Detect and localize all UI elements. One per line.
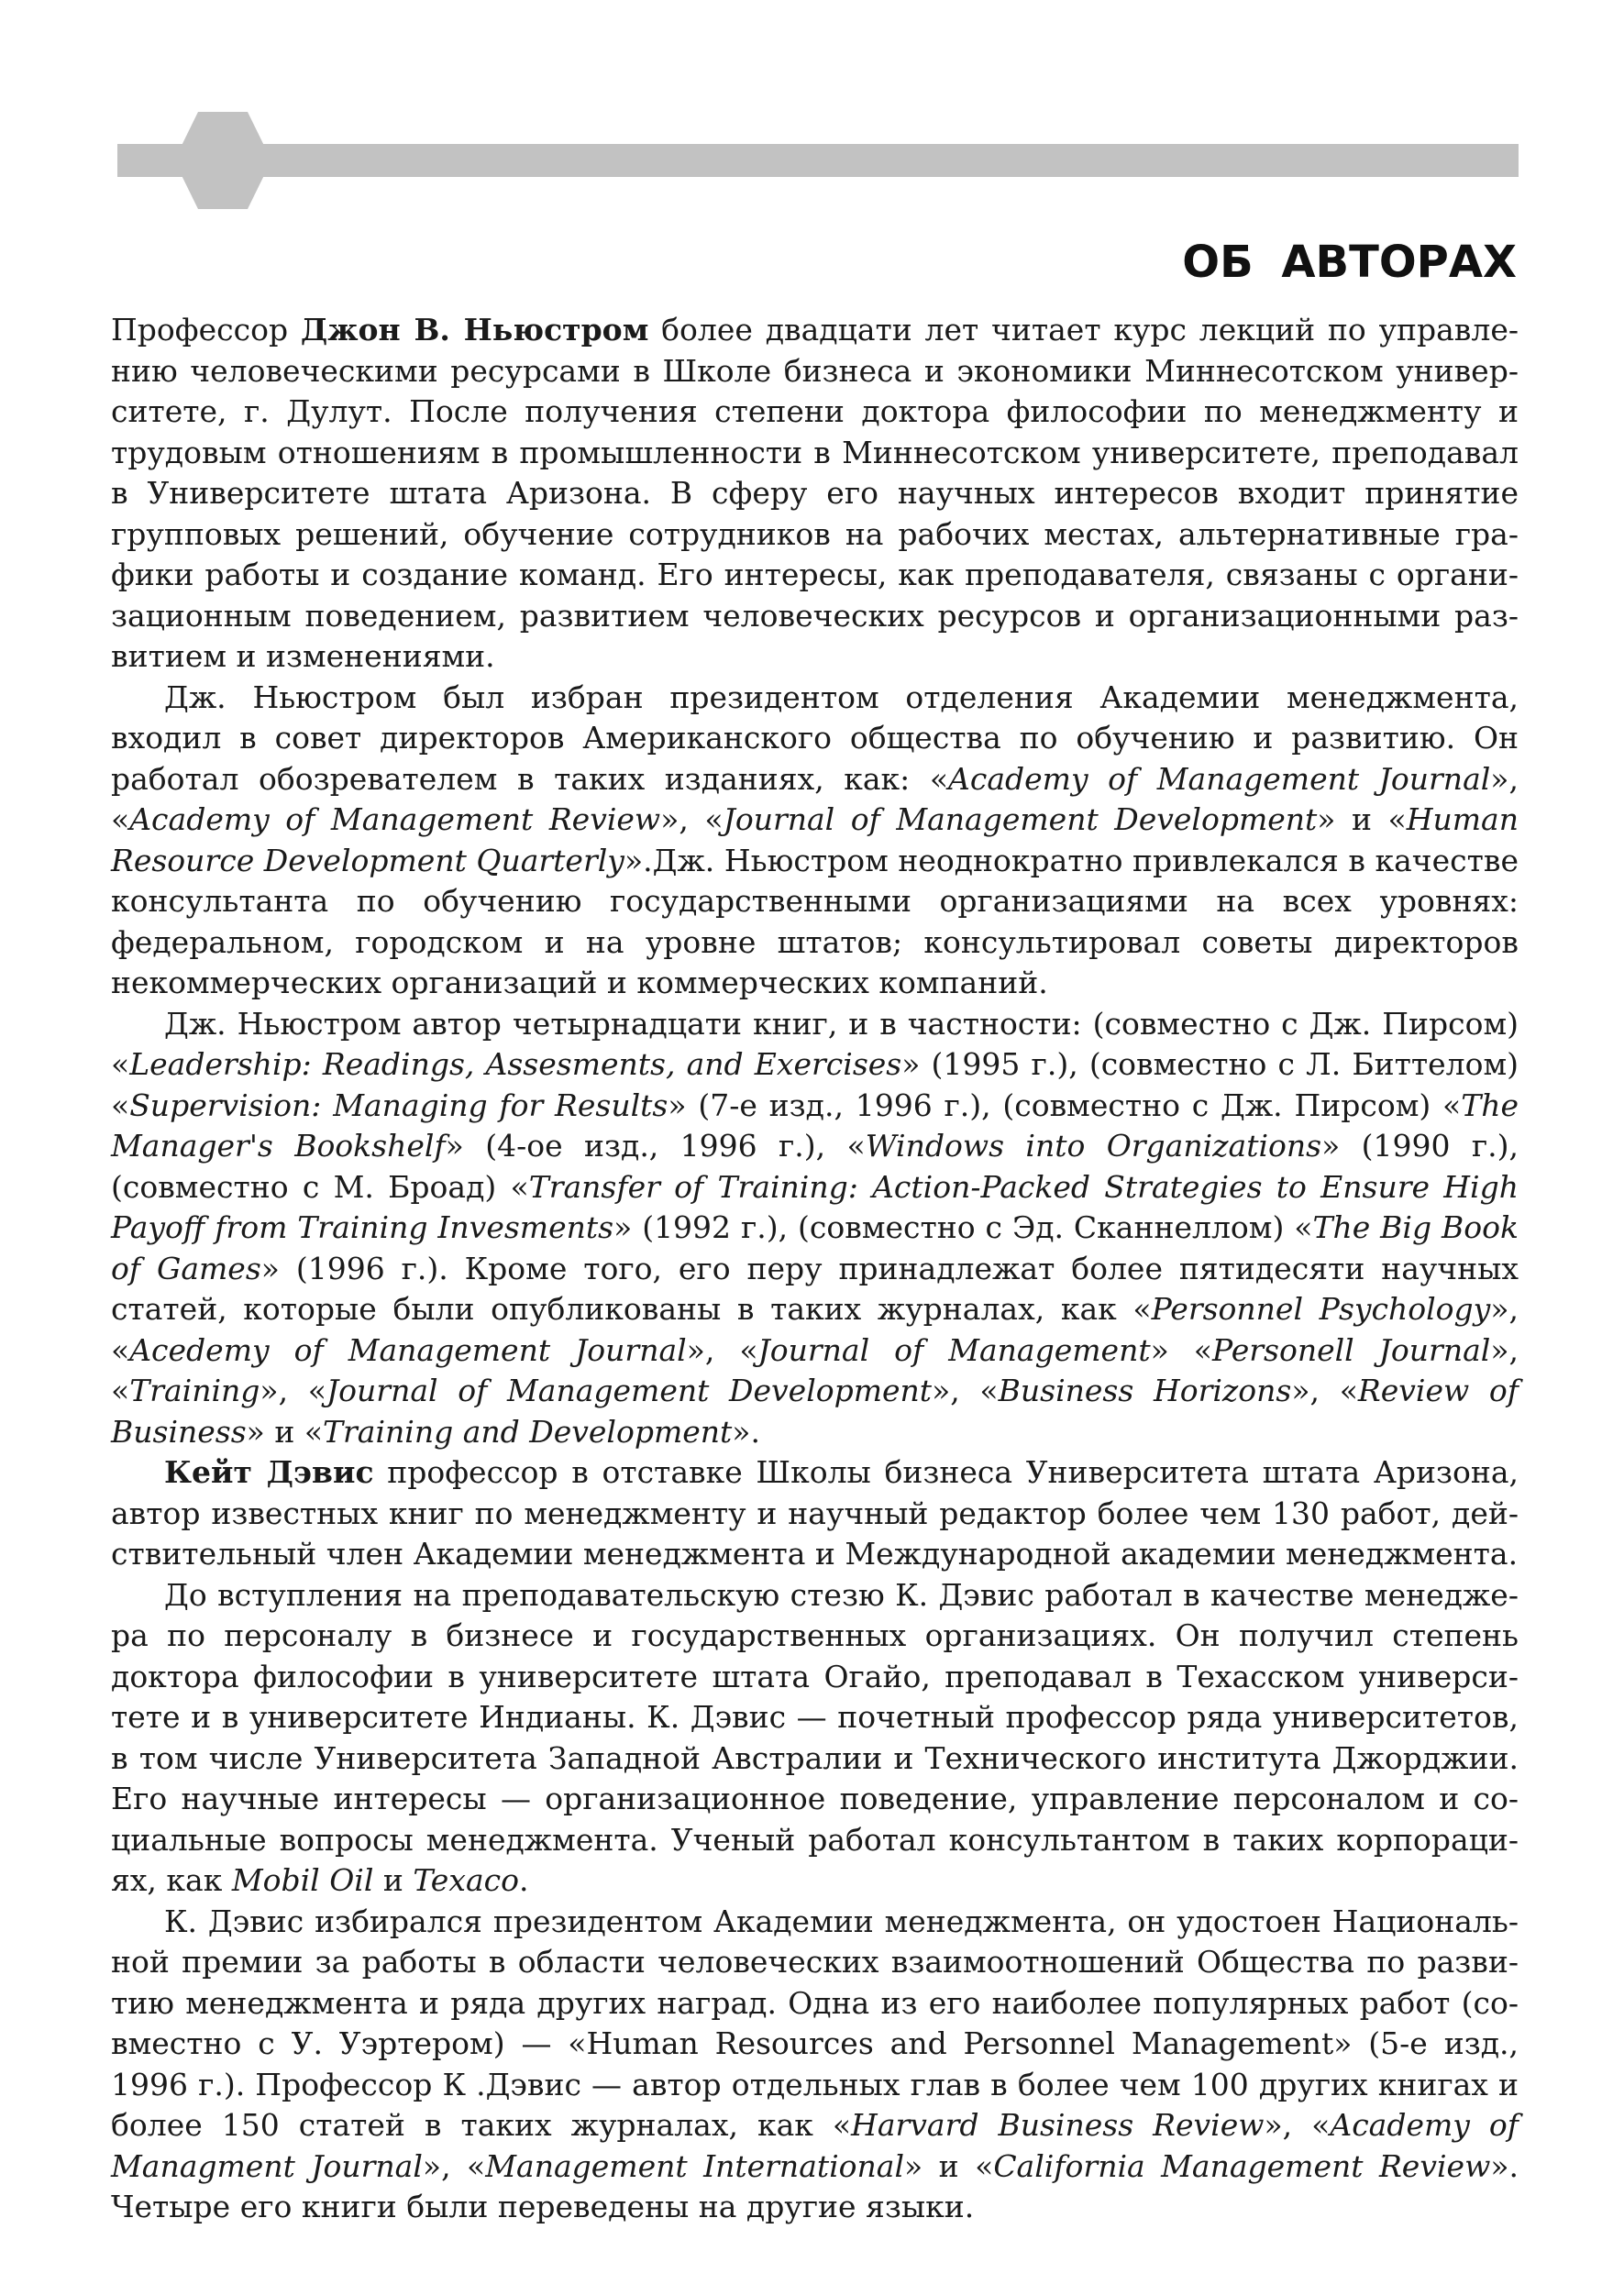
publication-title: Mobil Oil	[231, 1862, 374, 1898]
paragraph	[111, 1452, 1519, 1575]
text-run: и	[373, 1862, 414, 1898]
author-name: Джон В. Ньюстром	[300, 312, 649, 348]
publication-title: California Management Review	[993, 2147, 1491, 2184]
publication-title: Transfer of Training: Action-Packed Strategies to Ensure High Payoff from Training Invesments	[111, 1168, 1519, 1245]
publication-title: Training and Development	[323, 1413, 733, 1450]
publication-title: Business Horizons	[998, 1373, 1292, 1408]
publication-title: Leadership: Readings, Assesments, and Exercises	[129, 1046, 902, 1082]
publication-title: Supervision: Managing for Results	[129, 1087, 668, 1123]
text-run: » (7-е изд., 1996 г.), (совместно с Дж. Пирсом) «	[668, 1087, 1462, 1123]
publication-title: Academy of Managment Journal	[111, 2107, 1519, 2184]
text-run: », «	[686, 1331, 758, 1368]
text-run: » и «	[1317, 801, 1407, 837]
publication-title: Personnel Psychology	[1151, 1291, 1491, 1327]
text-run: », «	[111, 760, 1519, 837]
article-body	[111, 310, 1519, 2228]
text-run: », «	[660, 801, 724, 837]
text-run: », «	[111, 1291, 1519, 1368]
author-name: Кейт Дэвис	[164, 1454, 374, 1490]
text-run: До вступления на преподавательскую стезю К. Дэвис работал в качестве менеджера по персоналу в бизнесе и государственных организациях. Он получил степень доктора философии в университете штата Огайо, преподавал в Техасском университете и в университете Индианы. К. Дэвис — почетный профессор ряда университетов, в том числе Университета Западной Австралии и Технического института Джорджии. Его научные интересы — организационное поведение, управление персоналом и социальные вопросы менеджмента. Ученый работал консультантом в таких корпорациях, как	[111, 1576, 1519, 1898]
text-run: » (1990 г.), (совместно с М. Броад) «	[111, 1128, 1519, 1205]
text-run: » (4-ое изд., 1996 г.), «	[445, 1128, 866, 1164]
publication-title: Training	[129, 1373, 260, 1408]
publication-title: Personell Journal	[1211, 1331, 1491, 1368]
text-run: ». Четыре его книги были переведены на другие языки.	[111, 2147, 1519, 2224]
text-run: .	[518, 1862, 529, 1898]
text-run: Дж. Ньюстром автор четырнадцати книг, и в частности: (совместно с Дж. Пирсом) «	[111, 1005, 1519, 1082]
text-run: Профессор	[111, 312, 301, 348]
text-run: », «	[1291, 1373, 1358, 1408]
text-run: », «	[422, 2147, 486, 2184]
page-title: ОБ АВТОРАХ	[1182, 237, 1517, 288]
text-run: ».Дж. Ньюстром неоднократно привлекался в качестве консультанта по обучению государственными организациями на всех уровнях: федеральном, городском и на уровне штатов; консультировал советы директоров некоммерческих организаций и коммерческих компаний.	[111, 842, 1519, 1000]
text-run: Дж. Ньюстром был избран президентом отделения Академии менеджмента, входил в совет директоров Американского общества по обучению и развитию. Он работал обозревателем в таких изданиях, как: «	[111, 679, 1519, 797]
text-run: » и «	[246, 1413, 324, 1450]
text-run: » (1992 г.), (совместно с Эд. Сканнеллом) «	[613, 1209, 1313, 1245]
publication-title: Journal of Management Development	[326, 1373, 933, 1408]
paragraph	[111, 1902, 1519, 2228]
text-run: » (1995 г.), (совместно с Л. Биттелом) «	[111, 1046, 1519, 1123]
publication-title: The Manager's Bookshelf	[111, 1087, 1519, 1164]
text-run: », «	[1264, 2107, 1331, 2143]
publication-title: Human Resource Development Quarterly	[111, 801, 1519, 878]
publication-title: Academy of Management Journal	[948, 760, 1491, 797]
hexagon-shape	[174, 112, 271, 209]
text-run: профессор в отставке Школы бизнеса Университета штата Аризона, автор известных книг по менеджменту и научный редактор более чем 130 работ, действительный член Академии менеджмента и Международной академии менеджмента.	[111, 1454, 1519, 1572]
text-run: К. Дэвис избирался президентом Академии менеджмента, он удостоен Национальной премии за работы в области человеческих взаимоотношений Общества по развитию менеджмента и ряда других наград. Одна из его наиболее популярных работ (совместно с У. Уэртером) — «Human Resources and Personnel Management» (5-е изд., 1996 г.). Профессор К .Дэвис — автор отдельных глав в более чем 100 других книгах и более 150 статей в таких журналах, как «	[111, 1903, 1519, 2143]
header-decorative-bar	[117, 144, 1519, 177]
publication-title: The Big Book of Games	[111, 1209, 1519, 1286]
paragraph	[111, 1004, 1519, 1453]
text-run: », «	[260, 1373, 326, 1408]
publication-title: Review of Business	[111, 1373, 1519, 1450]
text-run: более двадцати лет читает курс лекций по управлению человеческими ресурсами в Школе бизнеса и экономики Миннесотском университете, г. Дулут. После получения степени доктора философии по менеджменту и трудовым отношениям в промышленности в Миннесотском университете, преподавал в Университете штата Аризона. В сферу его научных интересов входит принятие групповых решений, обучение сотрудников на рабочих местах, альтернативные графики работы и создание команд. Его интересы, как преподавателя, связаны с организационным поведением, развитием человеческих ресурсов и организационными развитием и изменениями.	[111, 312, 1519, 674]
paragraph	[111, 678, 1519, 1004]
text-run: » «	[1150, 1331, 1212, 1368]
publication-title: Journal of Management Development	[723, 801, 1318, 837]
publication-title: Acedemy of Management Journal	[129, 1331, 687, 1368]
publication-title: Windows into Organizations	[865, 1128, 1322, 1164]
text-run: ».	[732, 1413, 760, 1450]
publication-title: Harvard Business Review	[851, 2107, 1265, 2143]
paragraph	[111, 310, 1519, 678]
publication-title: Texaco	[413, 1862, 519, 1898]
hexagon-ornament-icon	[172, 110, 273, 211]
text-run: » (1996 г.). Кроме того, его перу принадлежат более пятидесяти научных статей, которые были опубликованы в таких журналах, как «	[111, 1250, 1519, 1327]
publication-title: Journal of Management	[757, 1331, 1151, 1368]
text-run: », «	[932, 1373, 999, 1408]
text-run: » и «	[904, 2147, 994, 2184]
text-run: », «	[111, 1331, 1519, 1408]
publication-title: Academy of Management Review	[129, 801, 661, 837]
publication-title: Management International	[485, 2147, 905, 2184]
paragraph	[111, 1575, 1519, 1902]
